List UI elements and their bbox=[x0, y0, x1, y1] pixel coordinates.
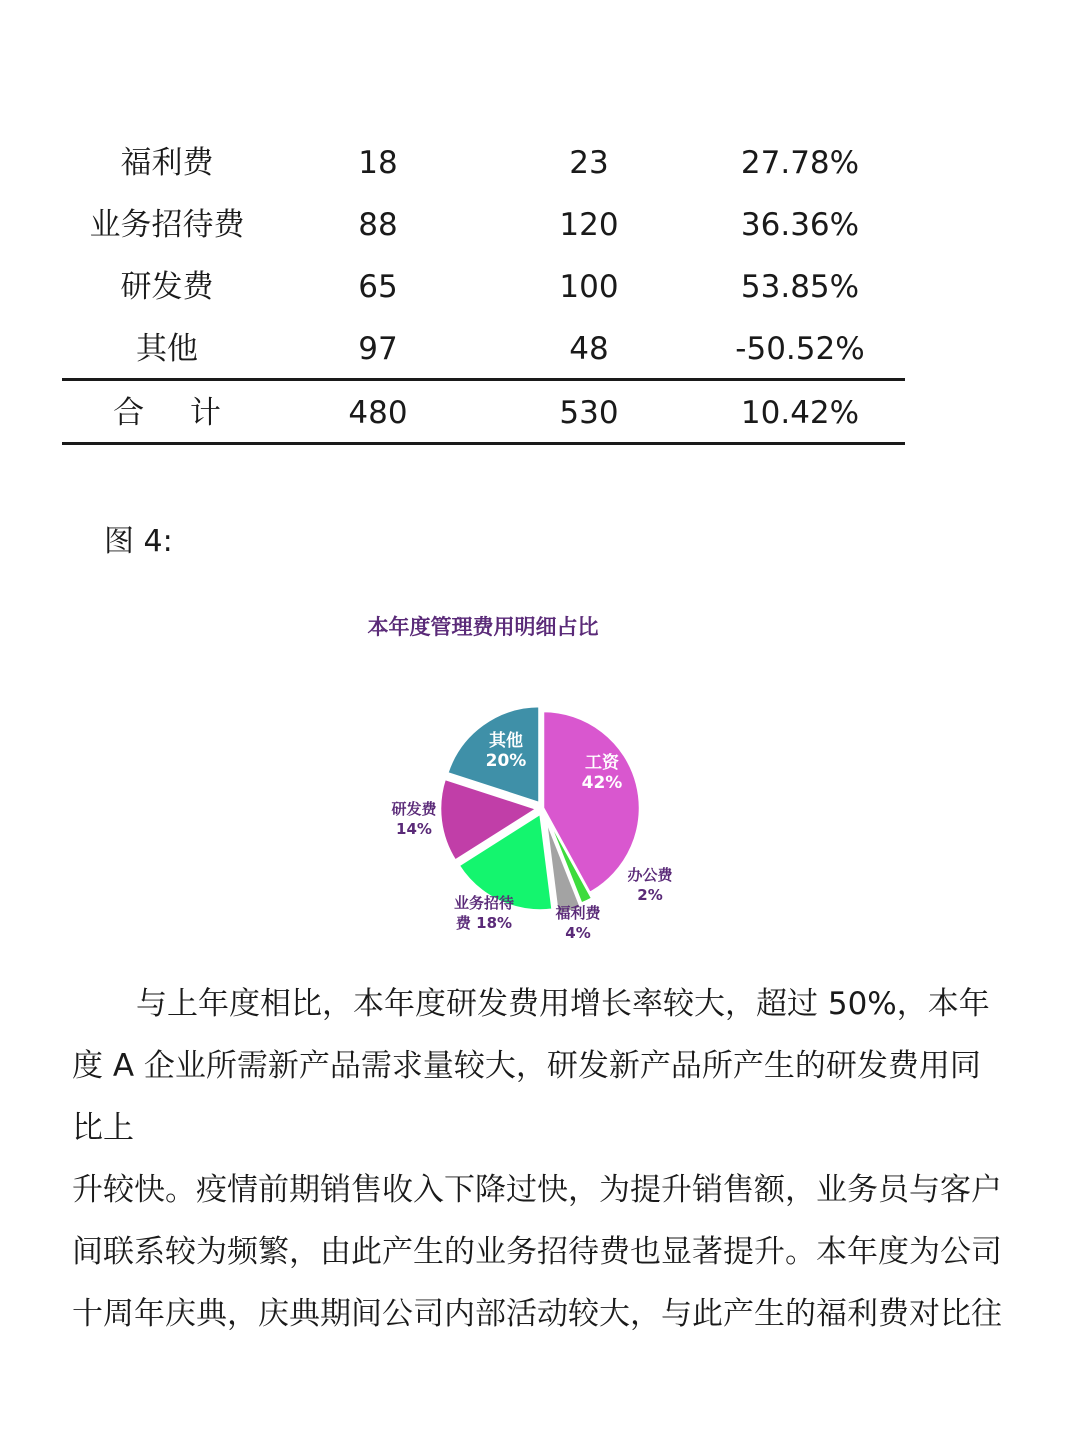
row-name: 研发费 bbox=[120, 269, 214, 305]
table-divider bbox=[62, 378, 905, 381]
pie-slice-label: 其他 bbox=[489, 731, 523, 751]
pie-slice-percent: 2% bbox=[637, 886, 663, 904]
pie-slice-percent: 20% bbox=[485, 751, 527, 771]
pie-slice-label: 工资 bbox=[585, 753, 619, 773]
pie-slice-percent: 14% bbox=[396, 820, 432, 838]
table-row bbox=[62, 318, 905, 380]
row-growth-rate: 36.36% bbox=[740, 207, 860, 243]
table-bottom-rule bbox=[62, 442, 905, 445]
table-row bbox=[62, 194, 905, 256]
row-growth-rate: 53.85% bbox=[740, 269, 860, 305]
row-name: 其他 bbox=[136, 331, 198, 367]
row-name: 业务招待费 bbox=[89, 207, 245, 243]
table-row bbox=[62, 256, 905, 318]
pie-slice-percent: 4% bbox=[565, 924, 591, 942]
row-current-year: 100 bbox=[559, 269, 619, 305]
row-current-year: 23 bbox=[569, 145, 609, 181]
total-last-year: 480 bbox=[348, 395, 408, 431]
row-last-year: 18 bbox=[358, 145, 398, 181]
row-name: 福利费 bbox=[120, 145, 214, 181]
table-total-row bbox=[62, 382, 905, 444]
paragraph-line: 升较快。疫情前期销售收入下降过快，为提升销售额，业务员与客户 bbox=[72, 1172, 1002, 1208]
pie-chart bbox=[0, 590, 1080, 960]
pie-slice-label: 福利费 bbox=[555, 904, 601, 922]
row-last-year: 65 bbox=[358, 269, 398, 305]
row-last-year: 88 bbox=[358, 207, 398, 243]
row-growth-rate: 27.78% bbox=[740, 145, 860, 181]
table-row bbox=[62, 132, 905, 194]
paragraph-line: 与上年度相比，本年度研发费用增长率较大，超过 50%，本年 bbox=[136, 986, 990, 1022]
paragraph-line: 度 A 企业所需新产品需求量较大，研发新产品所产生的研发费用同 bbox=[72, 1048, 981, 1084]
row-last-year: 97 bbox=[358, 331, 398, 367]
row-current-year: 48 bbox=[569, 331, 609, 367]
total-current-year: 530 bbox=[559, 395, 619, 431]
paragraph-line: 比上 bbox=[72, 1110, 134, 1146]
pie-slice-percent: 费 18% bbox=[455, 914, 513, 932]
pie-slices bbox=[440, 706, 640, 914]
row-growth-rate: -50.52% bbox=[735, 331, 865, 367]
total-label: 合 计 bbox=[113, 395, 239, 431]
pie-slice-label: 业务招待 bbox=[453, 894, 515, 912]
total-growth-rate: 10.42% bbox=[740, 395, 860, 431]
figure-label: 图 4: bbox=[104, 524, 173, 559]
chart-title: 本年度管理费用明细占比 bbox=[367, 615, 599, 639]
pie-slice-label: 办公费 bbox=[627, 866, 673, 884]
pie-slice-percent: 42% bbox=[581, 773, 623, 793]
paragraph-line: 间联系较为频繁，由此产生的业务招待费也显著提升。本年度为公司 bbox=[72, 1234, 1002, 1270]
pie-slice-label: 研发费 bbox=[391, 800, 437, 818]
paragraph-line: 十周年庆典，庆典期间公司内部活动较大，与此产生的福利费对比往 bbox=[72, 1296, 1002, 1332]
row-current-year: 120 bbox=[559, 207, 619, 243]
